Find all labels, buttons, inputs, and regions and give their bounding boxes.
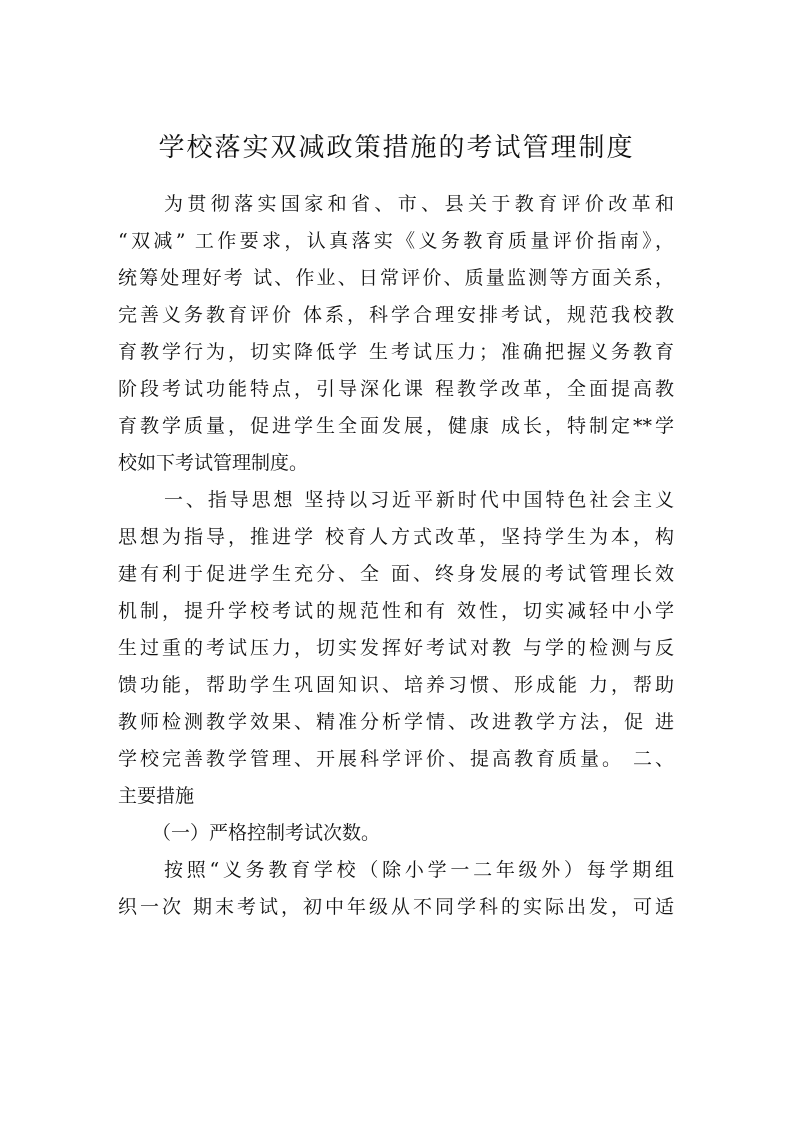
paragraph-line: 机制，提升学校考试的规范性和有 效性，切实减轻中小学 [118,600,674,622]
paragraph-line: 建有利于促进学生充分、全 面、终身发展的考试管理长效 [118,563,674,585]
document-title: 学校落实双减政策措施的考试管理制度 [158,133,635,163]
paragraph-line: 育教学质量，促进学生全面发展，健康 成长，特制定**学 [118,415,674,437]
paragraph-line: 馈功能，帮助学生巩固知识、培养习惯、形成能 力，帮助 [118,674,674,696]
paragraph-line: 育教学行为，切实降低学 生考试压力；准确把握义务教育 [118,341,674,363]
paragraph-line: 生过重的考试压力，切实发挥好考试对教 与学的检测与反 [118,637,674,659]
paragraph-line: 校如下考试管理制度。 [118,452,309,474]
paragraph-line: 教师检测教学效果、精准分析学情、改进教学方法，促 进 [118,711,674,733]
section-heading-line: 主要措施 [118,785,195,807]
paragraph-line: 按照“义务教育学校（除小学一二年级外）每学期组 [164,859,674,881]
paragraph-line: “双减” 工作要求，认真落实《义务教育质量评价指南》， [118,230,674,252]
paragraph-line: 学校完善教学管理、开展科学评价、提高教育质量。 二、 [118,748,674,770]
section-heading-line: 一、指导思想 坚持以习近平新时代中国特色社会主义 [164,489,674,511]
subsection-heading: （一）严格控制考试次数。 [152,822,381,844]
paragraph-line: 织一次 期末考试，初中年级从不同学科的实际出发，可适 [118,896,674,918]
paragraph-line: 为贯彻落实国家和省、市、县关于教育评价改革和 [164,193,674,215]
paragraph-line: 完善义务教育评价 体系，科学合理安排考试，规范我校教 [118,304,674,326]
paragraph-line: 统筹处理好考 试、作业、日常评价、质量监测等方面关系， [118,267,674,289]
paragraph-line: 思想为指导，推进学 校育人方式改革，坚持学生为本，构 [118,526,674,548]
paragraph-line: 阶段考试功能特点，引导深化课 程教学改革，全面提高教 [118,378,674,400]
